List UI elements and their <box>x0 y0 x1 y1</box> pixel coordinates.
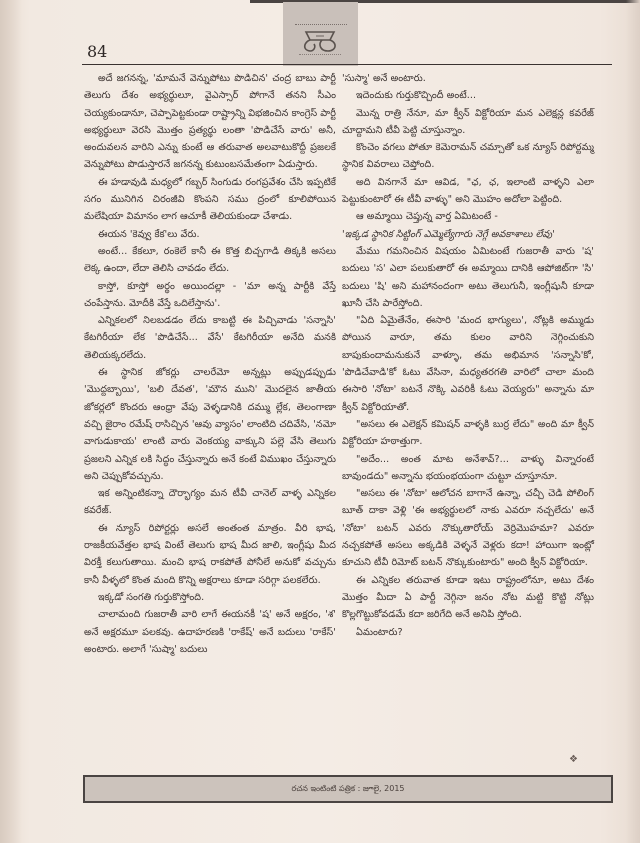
header-rule <box>82 64 612 65</box>
paragraph: కొంచెం వగలు పోతూ కెమెరామన్ చమ్చాతో ఒక న్యూస్ రిపోర్టమ్మ స్థానిక వివరాలు చెప్తోంది. <box>342 142 594 171</box>
quoted-news-line: 'ఇక్కడ స్థానిక సిట్టింగ్ ఎమ్మెల్యేగారు నెగ్గే అవకాశాలు లేవు' <box>342 228 555 240</box>
paragraph: ఇక అన్నింటికన్నా దౌర్భాగ్యం మన టీవీ చానెల్ వాళ్ళ ఎన్నికల కవరేజ్. <box>84 488 336 517</box>
logo-caption-bottom <box>299 54 341 58</box>
paragraph: చాలామంది గుజరాతీ వారి లాగే ఈయనకీ 'ష' అనే అక్షరం, 'శ' అనే అక్షరమూ పలకవు. ఉదాహరణకి 'రాకేష్' అనే బదులు 'రాకేస్' అంటారు. అలాగే 'సుష్మా' బదులు <box>84 609 336 655</box>
page-number: 84 <box>87 42 108 61</box>
paragraph: ఇక్కడో సంగతి గుర్తుకొస్తోంది. <box>98 591 205 603</box>
paragraph: ఇదెందుకు గుర్తుకొచ్చిందీ అంటే... <box>356 90 477 102</box>
paragraph: ఈ ఎన్నికల తరువాత కూడా ఇటు రాష్ట్రంలోనూ, అటు దేశం మొత్తం మీదా ఏ పార్టీ నెగ్గినా జనం నోట మట్టి కొట్టి నోట్లు కొల్లగొట్టుకోవడమే కదా జరిగేది అనే అనిపి స్తోంది. <box>342 574 594 621</box>
footer-box <box>83 775 613 803</box>
right-column <box>342 70 594 641</box>
magazine-logo <box>283 2 358 66</box>
page-right-edge <box>626 0 640 843</box>
paragraph: మొన్న రాత్రి నేనూ, మా క్వీన్ విక్టోరియా మన ఎలెక్షన్ల కవరేజ్ చూద్దామని టీవీ పెట్టి చూస్తున్నాం. <box>342 107 594 136</box>
left-column <box>84 70 336 658</box>
paragraph: 'సుస్మా' అనే అంటారు. <box>342 73 426 84</box>
paragraph: మేము గమనించిన విషయం ఏమిటంటే గుజరాతీ వారు 'ష' బదులు 'స' ఎలా పలుకుతారో ఈ అమ్మాయి దానికి ఆపోజిట్‌గా 'సి' బదులు 'షి' అని మహానందంగా అటు తెలుగునీ, ఇంగ్లీషునీ కూడా ఖూనీ చేసి పారేస్తోంది. <box>342 245 594 309</box>
paragraph: ఈయన 'కెవ్వు కేక'లు వేరు. <box>98 228 200 240</box>
paragraph: "అసలు ఈ ఎలెక్షన్ కమిషన్ వాళ్ళకి బుర్ర లేదు" అంది మా క్వీన్ విక్టోరియా హఠాత్తుగా. <box>342 418 594 448</box>
page-binding-shadow <box>0 0 22 843</box>
paragraph: "అదేం... అంత మాట అనేశావ్?... వాళ్ళు విన్నారంటే బావుండదు" అన్నాను భయంభయంగా చుట్టూ చూస్తూనూ. <box>342 453 594 482</box>
paragraph: ఎన్నికలలో నిలబడడం లేదు కాబట్టి ఈ పిచ్చివాడు 'సన్నాసి' కేటగిరీయా లేక 'పొడిచేసే... వేసే' కేటగిరీయా అనేది మనకి తెలియక్కరలేదు. <box>84 315 336 361</box>
paragraph: అంటే... కేకలూ, రంకెలే కానీ ఈ కొత్త బిచ్చగాడి తిక్కకి అసలు లెక్క ఉందా, లేదా తెలిసి చావడం లేదు. <box>84 245 336 275</box>
paragraph: ఈ స్థానిక జోకర్లు చాలరేమో అన్నట్లు అప్పుడప్పుడు 'మొద్దబ్బాయి', 'బలి దేవత', 'మౌన ముని' మొదలైన జాతీయ జోకర్లలో కొందరు ఆంధ్రా వేపు వెళ్ళడానికి దమ్ము ల్లేక, తెలంగాణా వచ్చి జైరాం రమేష్ రాసిచ్చిన 'ఆవు వ్యాసం' లాంటిది చదివేసి, 'నమో వాగుడుకాయ' లాంటి వారు వెంకయ్య వాక్కుని పల్లె వేసి తెలుగు ప్రజలని ఎన్నిక లకి సిద్ధం చేస్తున్నారు అనే కంటే విముఖం చేస్తున్నారు అని చెప్పుకోవచ్చును. <box>84 367 336 482</box>
paragraph: అది వినగానే మా ఆవిడ, "ఛ, ఛ, ఇలాంటి వాళ్ళని ఎలా పెట్టుకుంటారో ఈ టీవీ వాళ్ళు" అని మొహం అదోలా పెట్టింది. <box>342 176 594 206</box>
footer-text: రచన ఇంటింటి పత్రిక : జూలై, 2015 <box>291 783 405 793</box>
paragraph: ఈ హడావుడి మధ్యలో గబ్బర్ సింగుడు రంగప్రవేశం చేసి ఇప్పటికే సగం మునిగిన చిరంజీవి కొంపని సము ద్రంలో కూలిపోయిన మలేషియా విమానం లాగ ఆచూకీ తెలియకుండా చేశాడు. <box>84 176 336 223</box>
paragraph: "అసలు ఈ 'నోటా' ఆలోచన బాగానే ఉన్నా, చచ్చీ చెడి పోలింగ్ బూత్ దాకా వెళ్లి 'ఈ అభ్యర్థులలో నాకు ఎవరూ నచ్చలేదు' అనే 'నోటా' బటన్ ఎవరు నొక్కుతారోయ్ వెర్రిమొహమా? ఎవరూ నచ్చకపోతే అసలు అక్కడికి వెళ్ళనే వెళ్లరు కదా! హాయిగా ఇంట్లో కూచుని టీవీ రిమోట్ బటన్ నొక్కుకుంటారు" అంది క్వీన్ విక్టోరియా. <box>342 488 594 569</box>
paragraph: ఆ అమ్మాయి చెప్తున్న వార్త ఏమిటంటే - <box>356 211 498 223</box>
closing-question: ఏమంటారు? <box>356 626 403 638</box>
logo-icon <box>300 28 342 54</box>
paragraph: ఈ న్యూస్ రిపోర్టర్లు అసలే అంతంత మాత్రం. వీరి భాష, రాజకీయవేత్తల భాష వింటే తెలుగు భాష మీద జాలి, ఇంగ్లీషు మీద విరక్తీ కలుగుతాయి. మంచి భాష రాకపోతే పోనీలే అనుకో వచ్చును కానీ వీళ్ళలో కొంత మంది కొన్ని అక్షరాలు కూడా సరిగ్గా పలకలేరు. <box>84 522 336 586</box>
paragraph: కాస్తో, కూస్తో అర్థం అయిందల్లా - 'మా అన్న పార్టీకి వేస్తే చంపేస్తాను. మోదీకి వేస్తే ఒదిలేస్తాను'. <box>84 280 336 309</box>
paragraph: "ఏది ఏమైతేనేం, ఈసారి 'మంద భాగ్యులు', నోట్లకి అమ్ముడు పోయిన వారూ, తమ కులం వారిని నెగ్గించుకుని బాపుకుందామనుకునే వాళ్ళూ, తమ అభిమాన 'సన్నాసి'కో, 'పొడిచేవాడి'కో ఓటు వేసినా, మధ్యతరగతి వారిలో చాలా మంది ఈసారి 'నోటా' బటనే నొక్కి ఎవరికీ ఓటు వెయ్యరు" అన్నాను మా క్వీన్ విక్టోరియాతో. <box>342 315 594 413</box>
end-of-article-icon: ❖ <box>569 754 578 765</box>
paragraph: అదే జగనన్న, 'మామనే వెన్నుపోటు పొడిచిన' చంద్ర బాబు పార్టీ తెలుగు దేశం అభ్యర్థులూ, వైఎస్సార్ పోగానే తనని సీఎం చెయ్యకుండానూ, చెప్పాపెట్టకుండా రాష్ట్రాన్ని విభజించిన కాంగ్రెస్ పార్టీ అభ్యర్థులూ వెరసి మొత్తం ప్రత్యర్థు లంతా 'పొడిచేసే వారు' అనీ, అందువలన వారిని ఎన్ను కుంటే ఆ తరువాత అలవాటుకొద్దీ ప్రజలకే వెన్నుపోటు పొడుస్తారనే జగనన్న కుటుంబసమేతంగా ఏడుస్తారు. <box>84 73 336 171</box>
